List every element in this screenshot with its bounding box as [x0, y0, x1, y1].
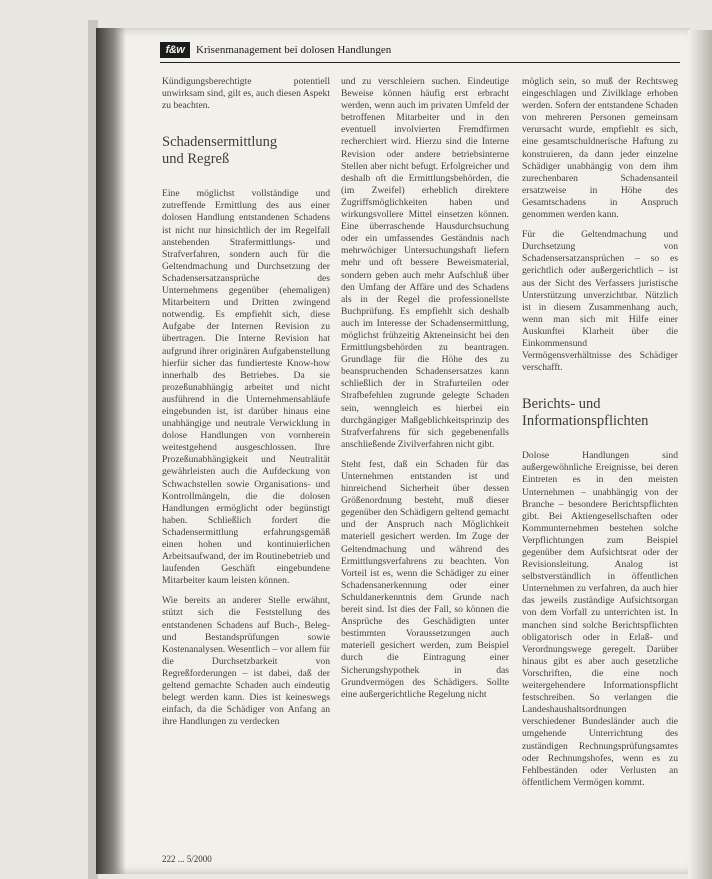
paragraph: Eine möglichst vollständige und zutreffende Ermittlung des aus einer dolosen Handlung entstandenen Schadens ist nicht nur hinsichtlich der im Regelfall anstehenden Strafermittlungs- und Strafverfahren, sondern auch für die Geltendmachung und Durchsetzung der Schadensersatzansprüche des Unternehmens gegenüber (ehemaligen) Mitarbeitern und Dritten zwingend notwendig. Es empfiehlt sich, diese Aufgabe der Internen Revision zu übertragen. Die Interne Revision hat aufgrund ihrer originären Aufgabenstellung hierfür sicher das fundierteste Know-how innerhalb des Betriebes. Da sie prozeßunabhängig arbeitet und nicht ausführend in die Unternehmensabläufe eingebunden ist, ist darüber hinaus eine unabhängige und neutrale Verwicklung in dolose Handlungen von vornherein weitestgehend ausgeschlossen. Ihre Prozeßunabhängigkeit und Neutralität gewährleisten auch die Aufdeckung von Schwachstellen sowie Organisations- und Kontrollmängeln, die die dolosen Handlungen ermöglicht oder begünstigt haben. Schließlich fordert die Schadensermittlung erfahrungsgemäß einen hohen und kontinuierlichen Arbeitsaufwand, der im Routinebetrieb und laufenden Geschäft eingebundene Mitarbeiter kaum leisten können. [162, 188, 330, 587]
paragraph: Dolose Handlungen sind außergewöhnliche Ereignisse, bei deren Eintreten es in den meisten Unternehmen – unabhängig von der Branche – besondere Berichtspflichten gibt. Bei Aktiengesellschaften oder Kommunternehmen bestehen solche Verpflichtungen zum Beispiel gegenüber dem Aufsichtsrat oder der Revisionsleitung. Analog ist selbstverständlich in öffentlichen Unternehmen zu verfahren, da auch hier das jeweils zuständige Aufsichtsorgan von dem Vorfall zu unterrichten ist. In manchen sind solche Berichtspflichten obligatorisch oder in Erlaß- und Verordnungswege geregelt. Darüber hinaus gibt es aber auch gesetzliche Vorschriften, die eine noch weitergehendere Informationspflicht festschreiben. So verlangen die Landeshaushaltsordnungen verschiedener Bundesländer auch die umgehende Unterrichtung des zuständigen Rechnungsprüfungsamtes oder Rechnungshofes, wenn es zu Fehlbeständen oder Verlusten an öffentlichem Vermögen kommt. [522, 450, 678, 788]
column-middle [341, 76, 509, 709]
paragraph: Für die Geltendmachung und Durchsetzung von Schadensersatzansprüchen – so es gerichtlich oder außergerichtlich – ist aus der Sicht des Verfassers juristische Unterstützung unverzichtbar. Nützlich ist in diesem Zusammenhang auch, wenn man sich mit Hilfe einer Auskunftei Klarheit über die Einkommensund Vermögensverhältnisse des Schädiger verschafft. [522, 229, 678, 374]
book-spine-shadow [96, 28, 126, 874]
running-head: Krisenmanagement bei dolosen Handlungen [196, 44, 392, 56]
heading-line: Berichts- und [522, 396, 601, 413]
page-number: 222 ... 5/2000 [162, 854, 212, 864]
paragraph: möglich sein, so muß der Rechtsweg eingeschlagen und Zivilklage erhoben werden. Sofern der entstandene Schaden von mehreren Personen gemeinsam verursacht wurde, empfiehlt es sich, eine gesamtschuldnerische Haftung zu konstruieren, da dann jeder einzelne Schädiger unabhängig von dem ihm zurechenbaren Schadensanteil ersatzweise in Höhe des Gesamtschadens in Anspruch genommen werden kann. [522, 76, 678, 221]
paragraph: Kündigungsberechtigte potentiell unwirksam sind, gilt es, auch diesen Aspekt zu beachten. [162, 76, 330, 112]
section-heading-schadensermittlung [162, 134, 330, 168]
heading-line: Informationspflichten [522, 413, 649, 430]
heading-line: Schadensermittlung [162, 134, 278, 151]
paragraph: und zu verschleiern suchen. Eindeutige Beweise können häufig erst erbracht werden, wenn auch im privaten Umfeld der betroffenen Mitarbeiter und in den eventuell involvierten Fremdfirmen recherchiert wird. Hierzu sind die Interne Revision oder andere betriebsinterne Stellen aber nicht befugt. Erfolgreicher und deshalb oft die Ermittlungsbehörden, die (im Zweifel) erheblich direktere Zugriffsmöglichkeiten haben und wirkungsvollere Mittel einsetzen können. Eine überraschende Hausdurchsuchung oder ein umfassendes Geständnis nach mehrwöchiger Untersuchungshaft liefern mehr und oft bessere Beweismaterial, sondern geben auch mehr Aufschluß über den Umfang der Affäre und des Schadens als in der Regel die professionellste Buchprüfung. Es empfiehlt sich deshalb auch im Interesse der Schadensermittlung, möglichst frühzeitig Akteneinsicht bei den Ermittlungsbehörden zu beantragen. Grundlage für die Höhe des zu beanspruchenden Schadensersatzes kann schließlich der in Strafurteilen oder Strafbefehlen zugrunde gelegte Schaden sein, wenngleich es hierbei ein durchgängiger Maßgeblichkeitsprinzip des Strafverfahrens für sich gegebenenfalls anschließende Zivilverfahren nicht gibt. [341, 76, 509, 450]
paragraph: Wie bereits an anderer Stelle erwähnt, stützt sich die Feststellung des entstandenen Schadens auf Buch-, Beleg- und Bestandsprüfungen sowie Kostenanalysen. Wesentlich – vor allem für die Durchsetzbarkeit von Regreßforderungen – ist dabei, daß der geltend gemachte Schaden auch eindeutig belegt werden kann. Dies ist keineswegs einfach, da die Schädiger von Anfang an ihre Handlungen zu verdecken [162, 595, 330, 728]
paragraph: Steht fest, daß ein Schaden für das Unternehmen entstanden ist und hinreichend Sicherheit über dessen Größenordnung besteht, muß dieser gegenüber den Schädigern geltend gemacht und der Anspruch nach Möglichkeit materiell gesichert werden. Im Zuge der Geltendmachung und während des Ermittlungsverfahrens zu beachten. Von Vorteil ist es, wenn die Schädiger zu einer Schadensanerkennung oder einer Schuldanerkenntnis dem Grunde nach bereit sind. Ist dies der Fall, so können die Ansprüche des Geschädigten unter bestimmten Voraussetzungen auch materiell gesichert werden, zum Beispiel durch die Eintragung einer Sicherungshypothek in das Grundvermögen des Schädigers. Sollte eine außergerichtliche Regelung nicht [341, 458, 509, 700]
column-left [162, 76, 330, 736]
page-right-shadow [688, 30, 712, 879]
column-right [522, 76, 678, 797]
section-heading-berichtspflichten [522, 396, 678, 430]
journal-logo: f&w [160, 42, 190, 58]
heading-line: und Regreß [162, 151, 230, 168]
page-header [160, 42, 680, 63]
